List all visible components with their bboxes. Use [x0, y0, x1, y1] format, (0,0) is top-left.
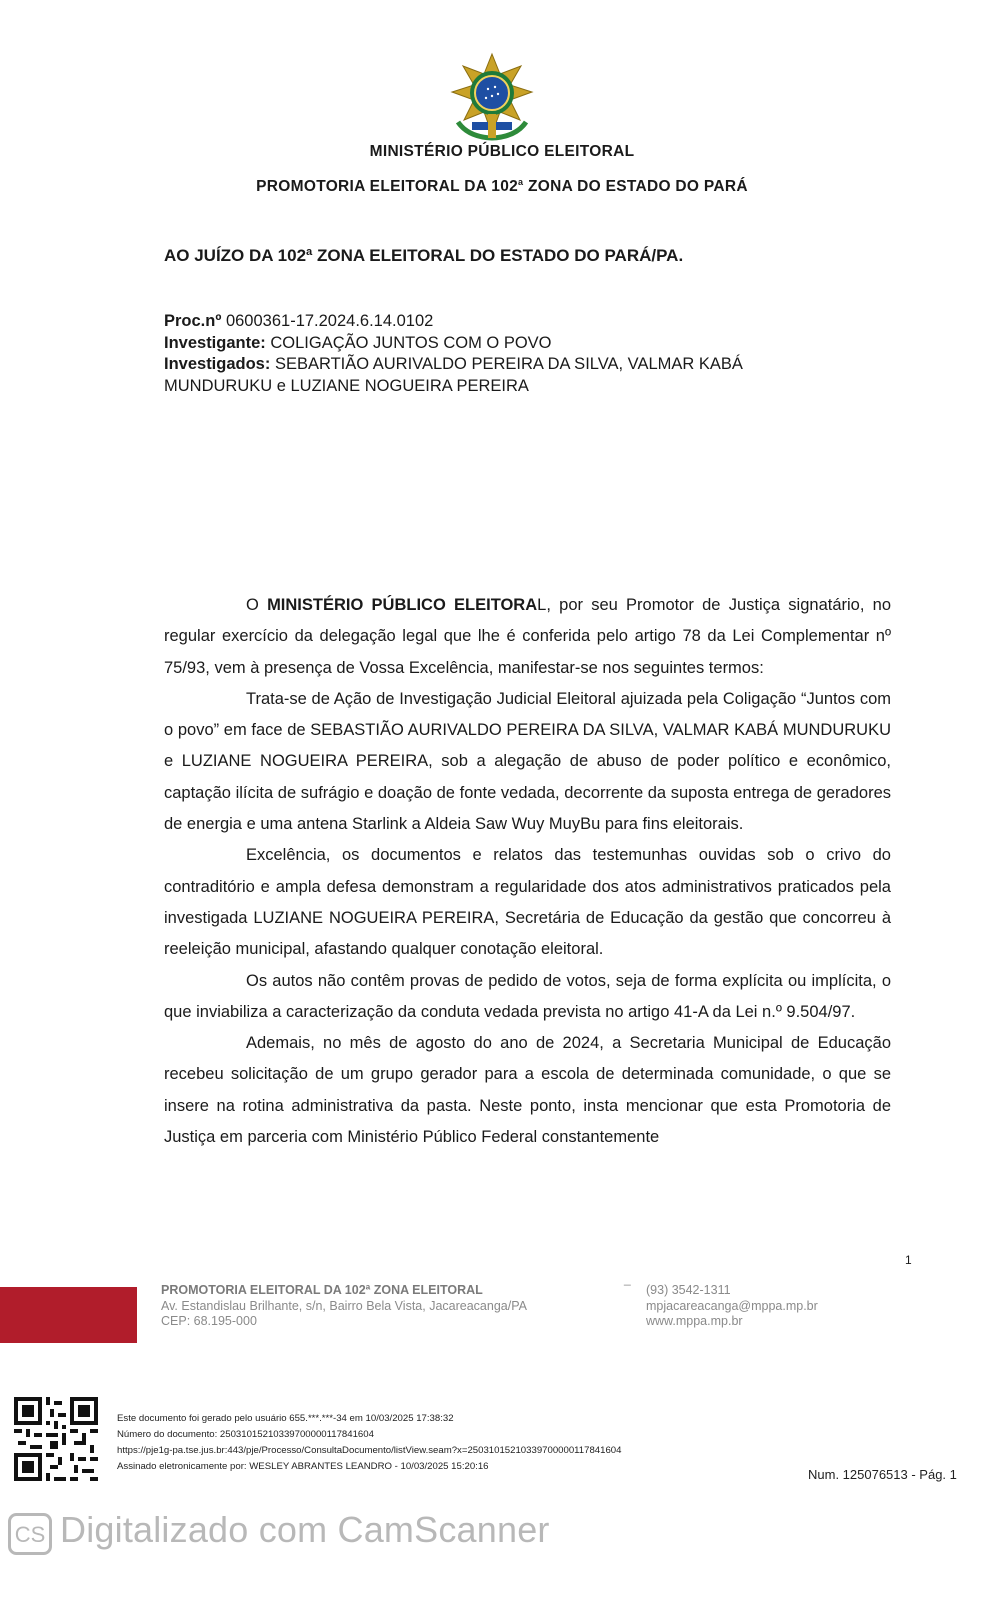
paragraph-5: Ademais, no mês de agosto do ano de 2024, a Secretaria Municipal de Educação recebeu solicitação de um grupo gerador para a escola de determinada comunidade, o que se insere na rotina administrativa da pasta. Neste ponto, insta mencionar que esta Promotoria de Justiça em parceria com Ministério Público Federal constantemente [164, 1034, 891, 1147]
camscanner-watermark: Digitalizado com CamScanner [60, 1509, 550, 1550]
case-info [164, 311, 844, 397]
svg-text:CS: CS [14, 1522, 46, 1547]
page-number: 1 [905, 1253, 912, 1267]
addressee: AO JUÍZO DA 102ª ZONA ELEITORAL DO ESTADO DO PARÁ/PA. [164, 246, 684, 265]
brazil-coat-of-arms-icon [448, 52, 536, 142]
promotoria-title: PROMOTORIA ELEITORAL DA 102$^a$ ZONA DO ESTADO DO PARÁ [256, 177, 748, 196]
document-number: Num. 125076513 - Pág. 1 [808, 1467, 957, 1482]
qr-code-icon [14, 1397, 98, 1481]
paragraph-3: Excelência, os documentos e relatos das testemunhas ouvidas sob o crivo do contraditório e ampla defesa demonstram a regularidade dos atos administrativos praticados pela investigada LUZIANE NOGUEIRA PEREIRA, Secretária de Educação da gestão que concorreu à reeleição municipal, afastando qualquer conotação eleitoral. [164, 846, 891, 959]
camscanner-logo-icon [8, 1513, 52, 1555]
paragraph-2: Trata-se de Ação de Investigação Judicial Eleitoral ajuizada pela Coligação “Juntos com o povo” em face de SEBASTIÃO AURIVALDO PEREIRA DA SILVA, VALMAR KABÁ MUNDURUKU e LUZIANE NOGUEIRA PEREIRA, sob a alegação de abuso de poder político e econômico, captação ilícita de sufrágio e doação de fonte vedada, decorrente da suposta entrega de geradores de energia e uma antena Starlink a Aldeia Saw Wuy MuyBu para fins eleitorais. [164, 689, 891, 834]
ministry-title: MINISTÉRIO PÚBLICO ELEITORAL [369, 143, 635, 160]
investigante: Investigante: COLIGAÇÃO JUNTOS COM O POVO [164, 333, 552, 352]
paragraph-4: Os autos não contêm provas de pedido de votos, seja de forma explícita ou implícita, o que inviabiliza a caracterização da conduta vedada prevista no artigo 41-A da Lei n.º 9.504/97. [164, 971, 891, 1021]
proc-number: Proc.nº 0600361-17.2024.6.14.0102 [164, 312, 434, 330]
footer-separator: _ [624, 1272, 631, 1286]
paragraph-1: O MINISTÉRIO PÚBLICO ELEITORAL, por seu Promotor de Justiça signatário, no regular exercício da delegação legal que lhe é conferida pelo artigo 78 da Lei Complementar nº 75/93, vem à presença de Vossa Excelência, manifestar-se nos seguintes termos: [164, 596, 892, 677]
signature-info: Este documento foi gerado pelo usuário 655.***.***-34 em 10/03/2025 17:38:32 Número do documento: 25031015210339700000117841604 https://pje1g-pa.tse.jus.br:443/pje/Processo/ConsultaDocumento/listView.seam?x=25031015210339700000117841604 Assinado eletronicamente por: WESLEY ABRANTES LEANDRO - 10/03/2025 15:20:16 [117, 1413, 622, 1472]
document-body [164, 590, 891, 1153]
footer-contact: (93) 3542-1311 mpjacareacanga@mppa.mp.br www.mppa.mp.br [646, 1283, 818, 1329]
footer-red-bar [0, 1287, 137, 1343]
footer-address: PROMOTORIA ELEITORAL DA 102ª ZONA ELEITORAL Av. Estandislau Brilhante, s/n, Bairro Bela Vista, Jacareacanga/PA CEP: 68.195-000 [161, 1283, 527, 1329]
investigados: Investigados: SEBARTIÃO AURIVALDO PEREIRA DA SILVA, VALMAR KABÁ MUNDURUKU e LUZIANE NOGUEIRA PEREIRA [164, 355, 743, 395]
